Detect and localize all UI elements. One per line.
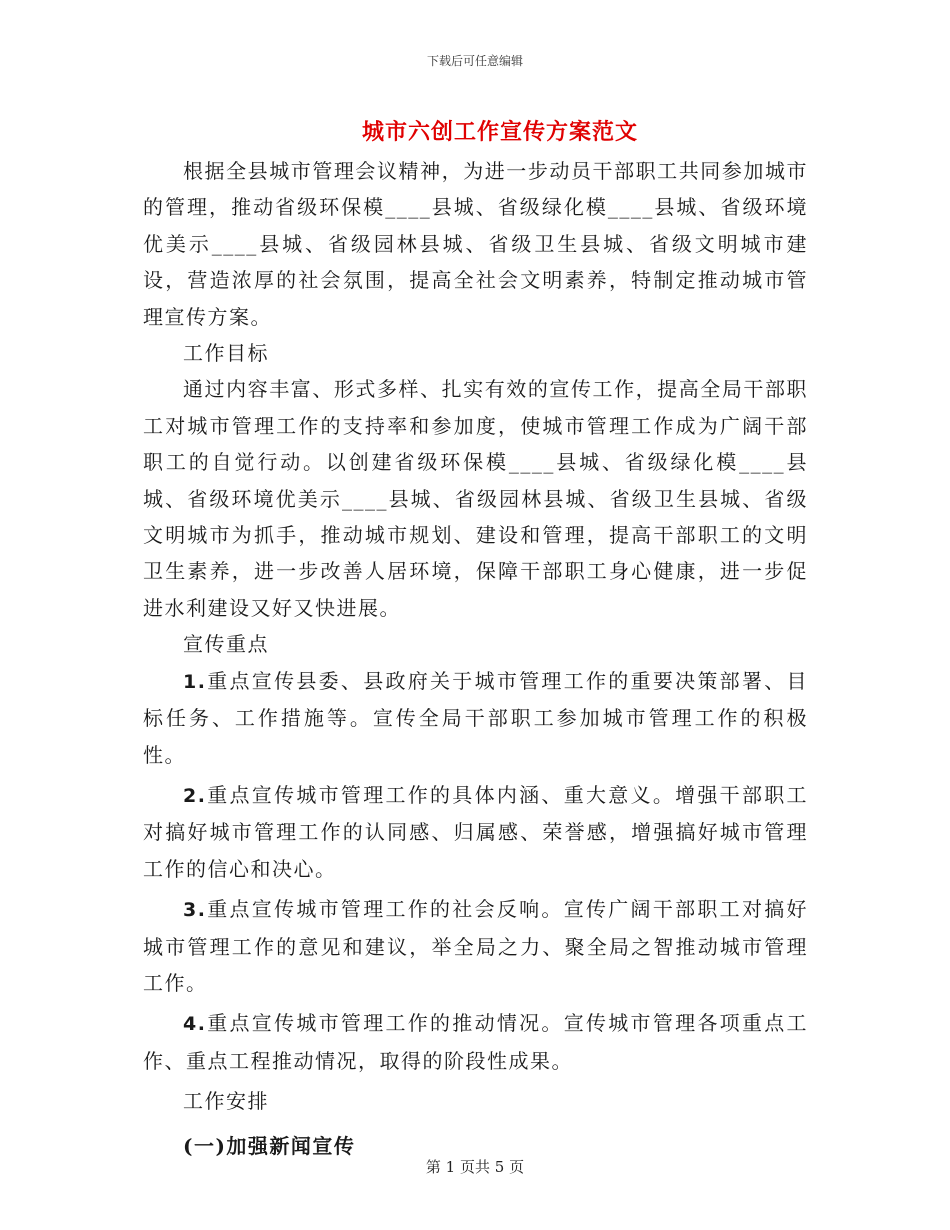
focus-item-number: 1. — [183, 670, 207, 693]
focus-item — [143, 663, 808, 773]
document-title: 城市六创工作宣传方案范文 — [361, 119, 638, 145]
focus-item-number: 3. — [183, 899, 207, 922]
section-heading-arrangement: 工作安排 — [183, 1089, 269, 1114]
focus-item-number: 2. — [183, 784, 207, 807]
focus-item-text: 重点宣传城市管理工作的推动情况。宣传城市管理各项重点工作、重点工程推动情况，取得的阶段性成果。 — [143, 1011, 808, 1073]
section-heading-focus: 宣传重点 — [183, 632, 269, 657]
document-body — [143, 153, 808, 1164]
focus-item-text: 重点宣传城市管理工作的社会反响。宣传广阔干部职工对搞好城市管理工作的意见和建议，举全局之力、聚全局之智推动城市管理工作。 — [143, 897, 808, 995]
focus-item — [143, 891, 808, 1001]
intro-paragraph: 根据全县城市管理会议精神，为进一步动员干部职工共同参加城市的管理，推动省级环保模____县城、省级绿化模____县城、省级环境优美示____县城、省级园林县城、省级卫生县城、省级文明城市建设，营造浓厚的社会氛围，提高全社会文明素养，特制定推动城市管理宣传方案。 — [143, 159, 808, 329]
section-heading-goal: 工作目标 — [183, 341, 269, 366]
page-header-note: 下载后可任意编辑 — [426, 54, 523, 68]
page-number-footer: 第 1 页共 5 页 — [425, 1158, 525, 1176]
focus-item-number: 4. — [183, 1013, 207, 1036]
focus-item-text: 重点宣传城市管理工作的具体内涵、重大意义。增强干部职工对搞好城市管理工作的认同感、归属感、荣誉感，增强搞好城市管理工作的信心和决心。 — [143, 782, 808, 881]
focus-item — [143, 777, 808, 887]
subsection-heading: (一)加强新闻宣传 — [183, 1133, 356, 1158]
goal-paragraph: 通过内容丰富、形式多样、扎实有效的宣传工作，提高全局干部职工对城市管理工作的支持率和参加度，使城市管理工作成为广阔干部职工的自觉行动。以创建省级环保模____县城、省级绿化模____县城、省级环境优美示____县城、省级园林县城、省级卫生县城、省级文明城市为抓手，推动城市规划、建设和管理，提高干部职工的文明卫生素养，进一步改善人居环境，保障干部职工身心健康，进一步促进水利建设又好又快进展。 — [143, 377, 808, 620]
focus-item-text: 重点宣传县委、县政府关于城市管理工作的重要决策部署、目标任务、工作措施等。宣传全局干部职工参加城市管理工作的积极性。 — [143, 668, 808, 767]
focus-item — [143, 1005, 808, 1079]
